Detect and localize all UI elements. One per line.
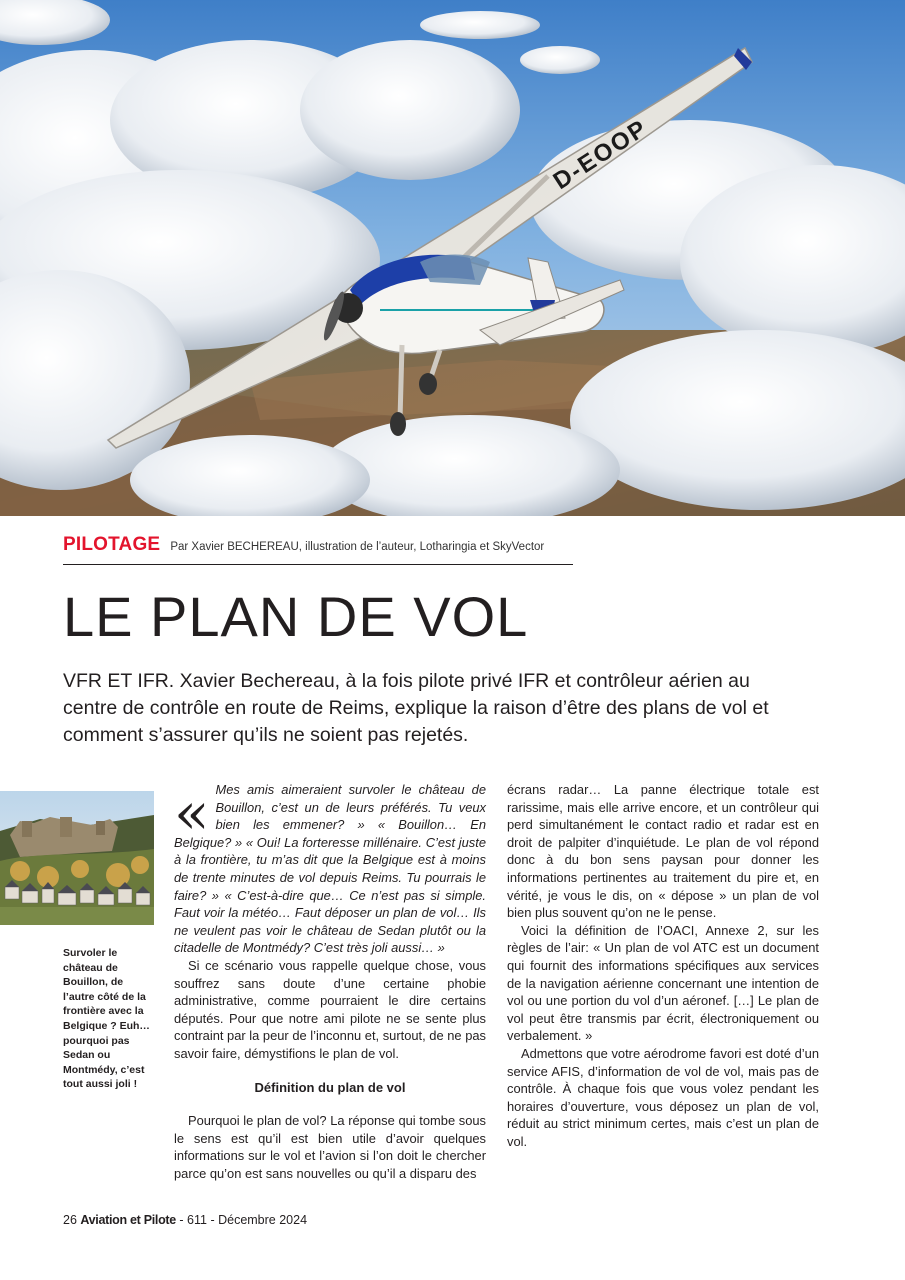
quote-mark: « xyxy=(174,779,210,847)
aircraft-registration: D-EOOP xyxy=(548,114,653,196)
issue-info: - 611 - Décembre 2024 xyxy=(179,1213,308,1227)
paragraph-3: Voici la définition de l’OACI, Annexe 2, sur les règles de l’air: « Un plan de vol ATC est un document qui fournit des informations spécifiques aux services de la navigation aérienne concernant une intention de vol ou une portion du vol d’un aéronef. […] Le plan de vol peut être transmis par écrit, électroniquement ou verbalement. » xyxy=(507,922,819,1044)
subheading: Définition du plan de vol xyxy=(254,1079,406,1095)
paragraph-1: Si ce scénario vous rappelle quelque chose, vous souffrez sans doute d’une certaine phobie administrative, comme pourraient le dire certains députés. Pour que notre ami pilote ne se sente plus contraint par la peur de l’inconnu et, surtout, de ne pas savoir faire, démystifions le plan de vol. xyxy=(174,957,486,1061)
bouillon-castle-illustration xyxy=(0,791,154,925)
castle-photo xyxy=(0,791,154,925)
opening-quote xyxy=(174,781,486,957)
article-title: LE PLAN DE VOL xyxy=(63,585,529,648)
photo-caption: Survoler le château de Bouillon, de l’autre côté de la frontière avec la Belgique ? Euh… pourquoi pas Sedan ou Montmédy, c’est tout aussi joli ! xyxy=(63,947,150,1091)
cessna-above-clouds-illustration xyxy=(0,0,905,516)
quote-text: Mes amis aimeraient survoler le château de Bouillon, c’est un de leurs préférés. Tu veux bien les emmener? » « Bouillon… En Belgique? » « Oui! La forteresse millénaire. C’est juste à la frontière, tu m’as dit que la Belgique est à moins de trente minutes de vol depuis Reims. Tu pourrais le faire? » « C’est-à-dire que… Ce n’est pas si simple. Faut voir la météo… Faut déposer un plan de vol… Ils ne veulent pas voir le château de Sedan plutôt ou la citadelle de Montmédy? C’est très joli aussi… » xyxy=(174,782,486,956)
page-number: 26 xyxy=(63,1213,77,1227)
hero-photo xyxy=(0,0,905,516)
byline: Par Xavier BECHEREAU, illustration de l’auteur, Lotharingia et SkyVector xyxy=(170,541,545,553)
paragraph-2-continued: écrans radar… La panne électrique totale est rarissime, mais elle arrive encore, et un contrôleur qui perd simultanément le contact radio et radar est en droit de palpiter d’inquiétude. Le plan de vol répond donc à du bon sens paysan pour donner les informations pertinentes au traitement du pire et, en vérité, je vous le dis, on « dépose » un plan de vol bien plus souvent qu’on ne le pense. xyxy=(507,782,819,921)
article-lead: VFR ET IFR. Xavier Bechereau, à la fois pilote privé IFR et contrôleur aérien au centre de contrôle en route de Reims, explique la raison d’être des plans de vol et comment s’assurer qu’ils ne soient pas rejetés. xyxy=(63,670,769,746)
article-column-2 xyxy=(507,781,819,1150)
section-label: PILOTAGE xyxy=(63,534,161,555)
paragraph-2: Pourquoi le plan de vol? La réponse qui tombe sous le sens est qu’il est bien utile d’avoir quelques informations sur le vol et l’avion si l’on doit le chercher parce qu’on est sans nouvelles ou qu’il a disparu des xyxy=(174,1113,486,1181)
magazine-name: Aviation et Pilote xyxy=(80,1213,176,1227)
section-header xyxy=(63,534,573,565)
article-column-1 xyxy=(174,781,486,1182)
page-footer xyxy=(63,1213,307,1227)
paragraph-4: Admettons que votre aérodrome favori est doté d’un service AFIS, d’information de vol de vol, mais pas de contrôle. À chaque fois que vous volez pendant les horaires d’ouverture, vous déposez un plan de vol, réduit au strict minimum certes, mais c’est un plan de vol. xyxy=(507,1045,819,1149)
